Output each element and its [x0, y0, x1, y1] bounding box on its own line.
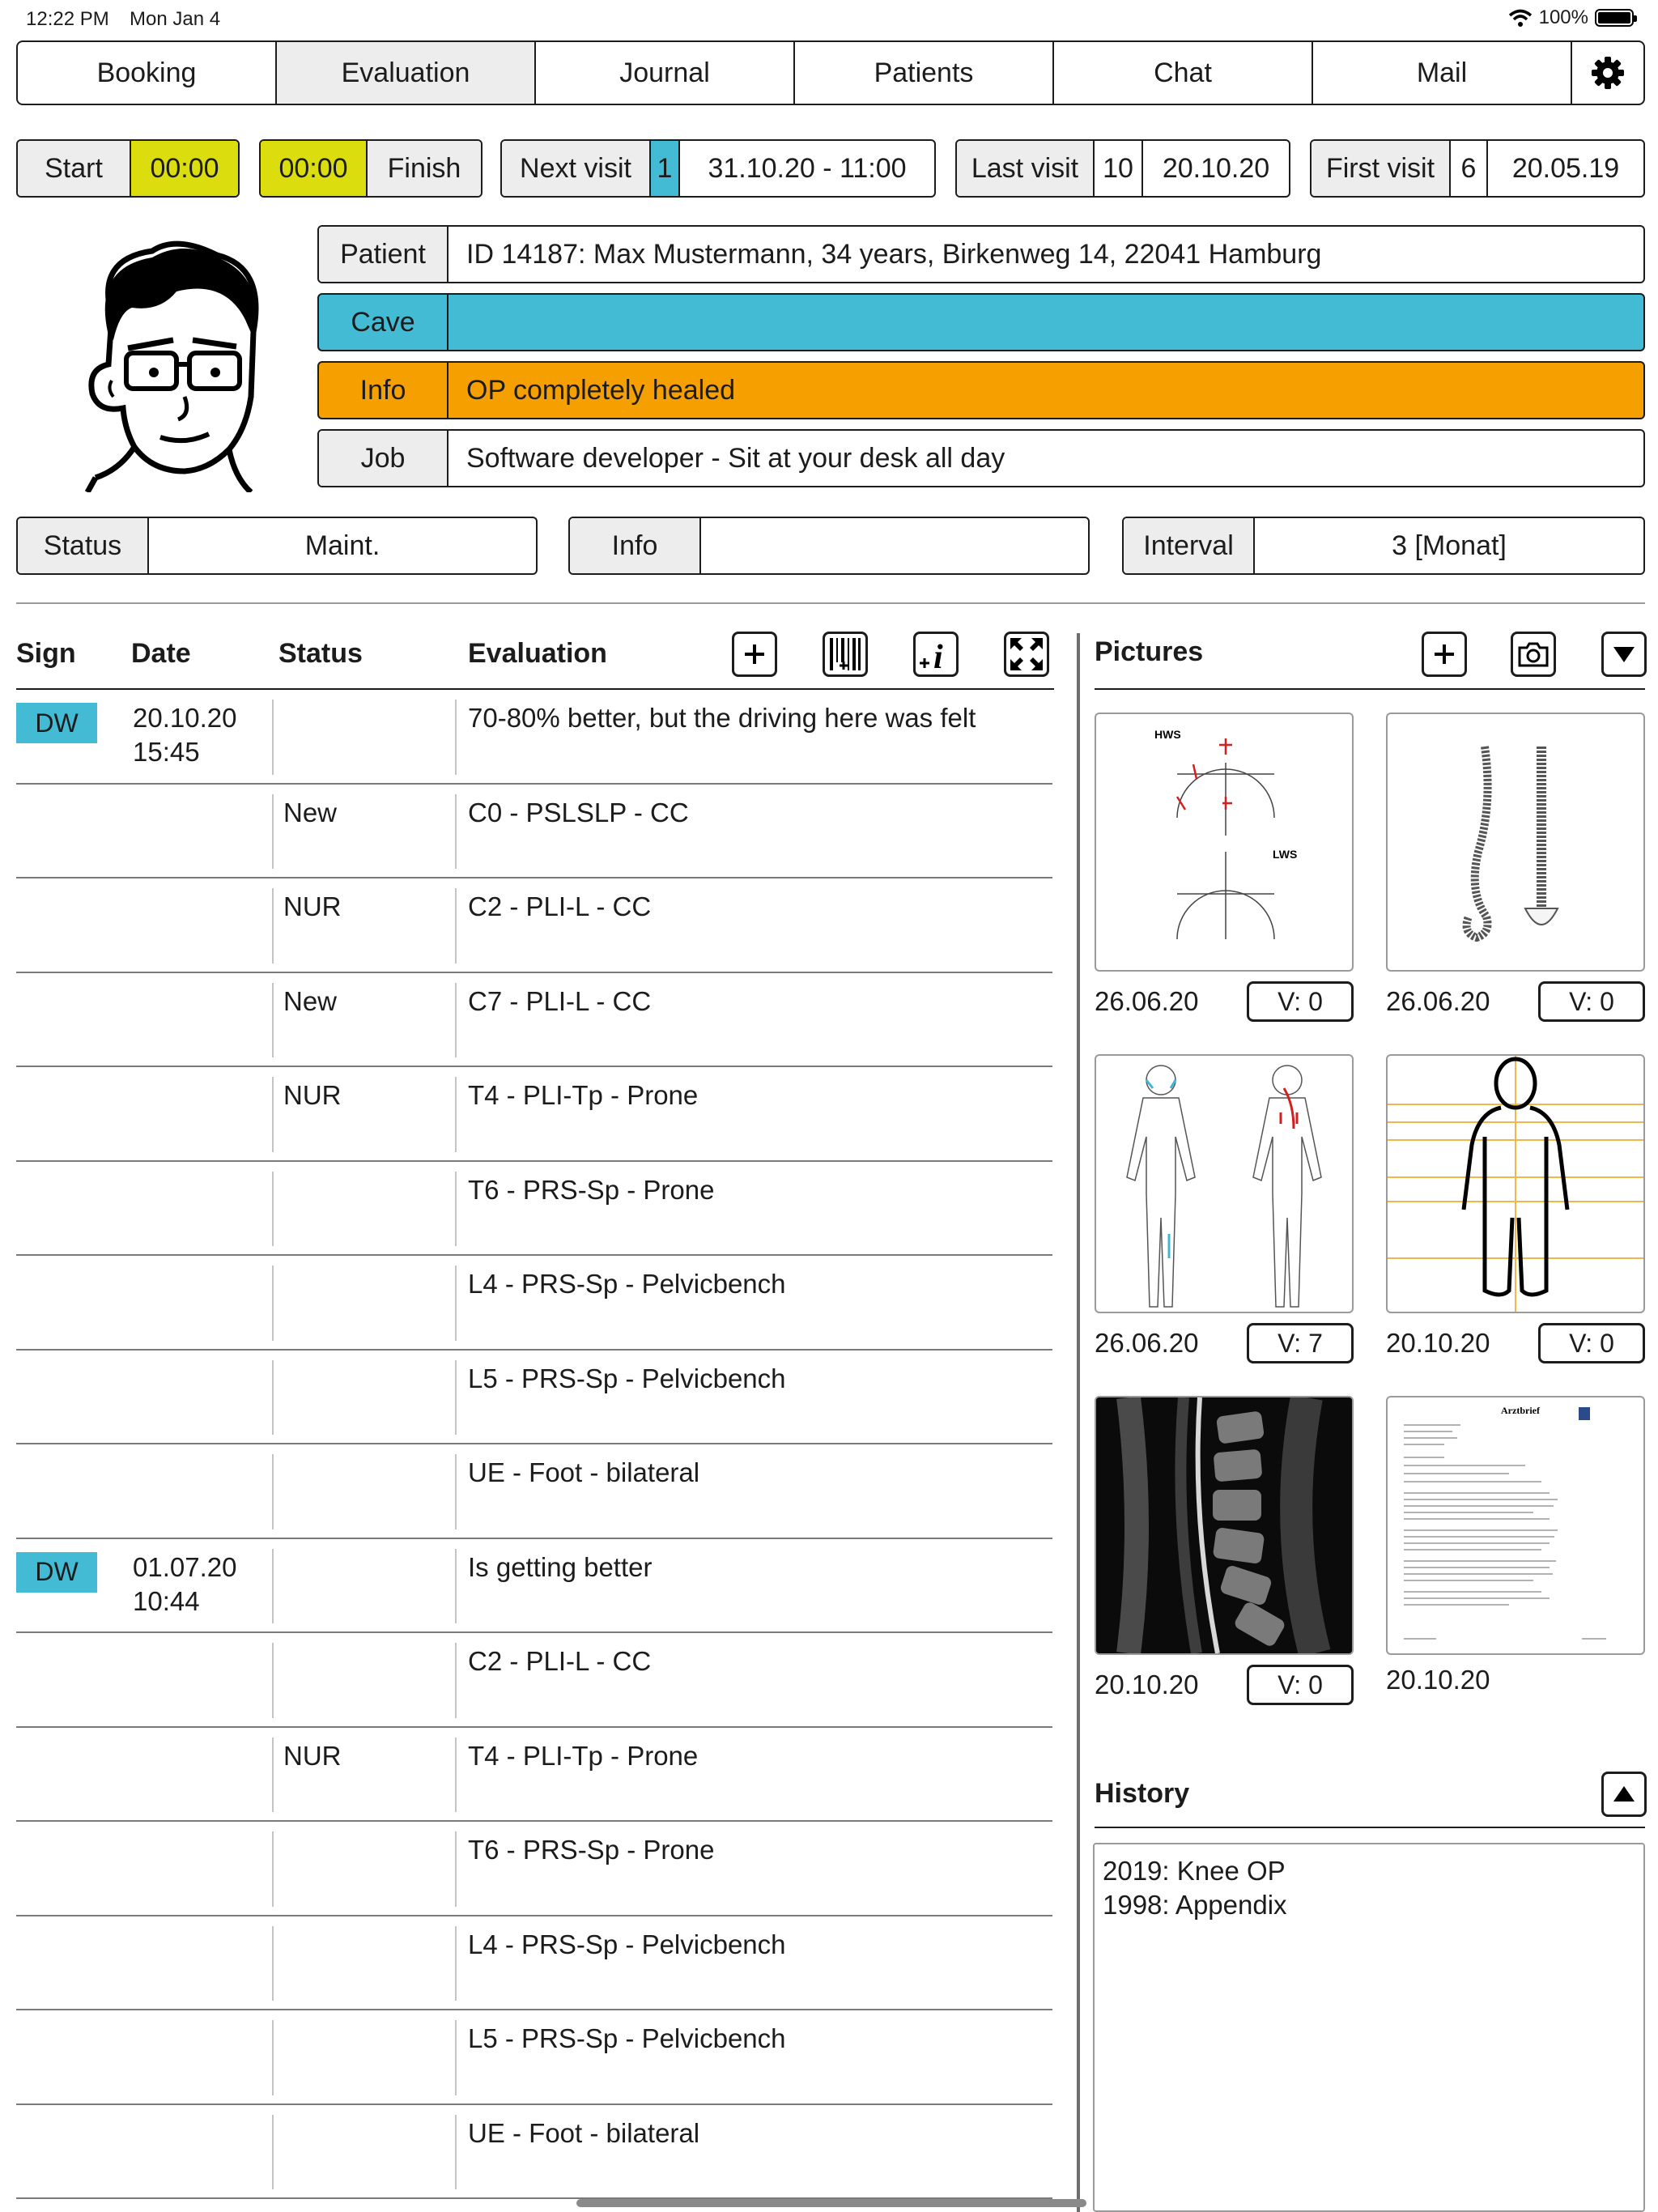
pictures-header-rule — [1095, 688, 1645, 690]
history-title: History — [1095, 1778, 1190, 1809]
clock: 12:22 PM — [26, 8, 109, 30]
row-separator — [272, 1360, 274, 1436]
views-button[interactable]: V: 0 — [1247, 1665, 1354, 1705]
row-separator — [272, 983, 274, 1058]
row-separator — [455, 888, 457, 963]
plus-icon — [742, 642, 767, 666]
last-visit-count: 10 — [1095, 141, 1143, 196]
expand-button[interactable] — [1004, 632, 1049, 677]
row-separator — [455, 1831, 457, 1907]
tab-evaluation[interactable]: Evaluation — [277, 42, 536, 104]
row-separator — [455, 1549, 457, 1624]
row-evaluation: C7 - PLI-L - CC — [468, 985, 652, 1016]
info-add-button[interactable] — [913, 632, 959, 677]
tab-mail[interactable]: Mail — [1313, 42, 1572, 104]
start-time: 00:00 — [131, 141, 238, 196]
status-value: Maint. — [304, 530, 380, 561]
row-evaluation: L5 - PRS-Sp - Pelvicbench — [468, 2023, 786, 2053]
col-date: Date — [131, 638, 191, 669]
picture-date: 26.06.20 — [1386, 986, 1490, 1016]
views-button[interactable]: V: 0 — [1538, 1323, 1645, 1363]
barcode-button[interactable] — [823, 632, 868, 677]
last-visit-value: 20.10.20 — [1162, 152, 1270, 184]
row-separator — [272, 1172, 274, 1247]
document-preview — [1388, 1397, 1643, 1653]
job-label: Job — [319, 431, 449, 486]
row-separator — [272, 888, 274, 963]
interval-field[interactable] — [1122, 517, 1645, 575]
history-header-rule — [1095, 1827, 1645, 1828]
row-separator — [455, 983, 457, 1058]
expand-icon — [1009, 636, 1044, 672]
picture-thumb-3[interactable] — [1095, 1054, 1354, 1313]
first-visit-label: First visit — [1312, 141, 1451, 196]
patient-label: Patient — [319, 227, 449, 282]
row-status: NUR — [283, 891, 342, 921]
row-divider — [16, 1820, 1052, 1822]
settings-button[interactable] — [1572, 42, 1643, 104]
row-separator — [272, 1077, 274, 1152]
row-evaluation: C2 - PLI-L - CC — [468, 891, 652, 921]
lws-label: LWS — [1273, 848, 1298, 861]
row-separator — [272, 1926, 274, 2001]
spine-joint-sketch — [1096, 714, 1352, 970]
picture-thumb-5[interactable] — [1095, 1396, 1354, 1655]
battery-percent: 100% — [1538, 6, 1588, 28]
row-evaluation: Is getting better — [468, 1551, 653, 1582]
triangle-up-icon — [1612, 1784, 1636, 1804]
row-date: 01.07.20 — [133, 1551, 237, 1582]
barcode-add-icon — [828, 636, 862, 672]
row-separator — [455, 700, 457, 775]
info-row[interactable] — [317, 361, 1645, 419]
picture-thumb-4[interactable] — [1386, 1054, 1645, 1313]
col-status: Status — [278, 638, 363, 669]
sign-badge[interactable]: DW — [16, 1552, 97, 1593]
interval-value: 3 [Monat] — [1392, 530, 1507, 561]
camera-button[interactable] — [1511, 632, 1556, 677]
interval-label: Interval — [1124, 518, 1255, 573]
views-button[interactable]: V: 0 — [1247, 981, 1354, 1022]
row-evaluation: C0 - PSLSLP - CC — [468, 797, 689, 827]
views-button[interactable]: V: 7 — [1247, 1323, 1354, 1363]
add-picture-button[interactable] — [1422, 632, 1467, 677]
row-separator — [272, 2020, 274, 2095]
table-header-rule — [16, 688, 1054, 690]
plus-icon — [1432, 642, 1456, 666]
col-evaluation: Evaluation — [468, 638, 607, 669]
row-separator — [455, 1643, 457, 1718]
row-separator — [455, 1172, 457, 1247]
wifi-icon — [1508, 8, 1533, 28]
meta-info-label: Info — [570, 518, 701, 573]
picture-thumb-2[interactable] — [1386, 713, 1645, 972]
avatar[interactable] — [63, 235, 274, 492]
row-evaluation: T6 - PRS-Sp - Prone — [468, 1174, 715, 1205]
row-divider — [16, 1349, 1052, 1351]
history-entry: 1998: Appendix — [1103, 1890, 1287, 1920]
camera-icon — [1517, 640, 1550, 668]
row-date: 20.10.20 — [133, 703, 237, 733]
tab-chat[interactable]: Chat — [1054, 42, 1313, 104]
row-divider — [16, 1631, 1052, 1633]
hws-label: HWS — [1154, 728, 1181, 741]
info-value: OP completely healed — [466, 374, 736, 406]
row-evaluation: L4 - PRS-Sp - Pelvicbench — [468, 1269, 786, 1299]
row-divider — [16, 1915, 1052, 1916]
row-separator — [455, 1077, 457, 1152]
first-visit-count: 6 — [1451, 141, 1488, 196]
row-evaluation: UE - Foot - bilateral — [468, 2117, 700, 2148]
row-evaluation: T4 - PLI-Tp - Prone — [468, 1740, 699, 1771]
history-list[interactable] — [1093, 1843, 1645, 2212]
row-divider — [16, 2009, 1052, 2010]
pictures-title: Pictures — [1095, 636, 1204, 667]
finish-timer[interactable] — [259, 139, 483, 198]
add-evaluation-button[interactable] — [732, 632, 777, 677]
row-status: NUR — [283, 1740, 342, 1771]
row-divider — [16, 783, 1052, 785]
next-visit-value: 31.10.20 - 11:00 — [708, 152, 907, 184]
row-evaluation: L4 - PRS-Sp - Pelvicbench — [468, 1929, 786, 1959]
body-chart-sketch — [1096, 1056, 1352, 1312]
row-evaluation: L5 - PRS-Sp - Pelvicbench — [468, 1363, 786, 1393]
row-separator — [455, 1266, 457, 1341]
row-status: New — [283, 985, 338, 1016]
meta-info-value — [701, 518, 1088, 573]
picture-date: 26.06.20 — [1095, 1328, 1199, 1358]
row-separator — [455, 2115, 457, 2190]
picture-date: 26.06.20 — [1095, 986, 1199, 1016]
picture-thumb-1[interactable] — [1095, 713, 1354, 972]
row-separator — [272, 700, 274, 775]
row-separator — [272, 794, 274, 870]
job-row[interactable] — [317, 429, 1645, 487]
row-evaluation: T4 - PLI-Tp - Prone — [468, 1080, 699, 1110]
pane-divider — [1077, 633, 1080, 2212]
cave-label: Cave — [319, 295, 449, 350]
job-value: Software developer - Sit at your desk all day — [466, 442, 1005, 474]
next-visit-count: 1 — [651, 141, 680, 196]
last-visit-field[interactable] — [955, 139, 1290, 198]
views-button[interactable]: V: 0 — [1538, 981, 1645, 1022]
row-separator — [455, 1926, 457, 2001]
gear-icon — [1591, 56, 1625, 90]
row-status: New — [283, 797, 338, 827]
status-field[interactable] — [16, 517, 538, 575]
date: Mon Jan 4 — [130, 8, 221, 30]
patient-row[interactable] — [317, 225, 1645, 283]
col-sign: Sign — [16, 638, 76, 669]
cave-row[interactable] — [317, 293, 1645, 351]
picture-date: 20.10.20 — [1386, 1665, 1490, 1695]
document-title: Arztbrief — [1501, 1405, 1540, 1416]
row-evaluation: T6 - PRS-Sp - Prone — [468, 1835, 715, 1865]
tab-patients[interactable]: Patients — [795, 42, 1054, 104]
row-divider — [16, 1160, 1052, 1162]
next-visit-label: Next visit — [502, 141, 651, 196]
sign-badge[interactable]: DW — [16, 703, 97, 743]
next-visit-field[interactable] — [500, 139, 936, 198]
cave-value — [449, 295, 1643, 350]
row-evaluation: UE - Foot - bilateral — [468, 1457, 700, 1487]
triangle-down-icon — [1612, 644, 1636, 664]
history-collapse-button[interactable] — [1601, 1772, 1647, 1817]
picture-date: 20.10.20 — [1386, 1328, 1490, 1358]
status-label: Status — [18, 518, 149, 573]
start-timer[interactable] — [16, 139, 240, 198]
horizontal-scroll-indicator[interactable] — [576, 2199, 1086, 2207]
posture-grid-sketch — [1388, 1056, 1643, 1312]
first-visit-value: 20.05.19 — [1511, 152, 1620, 184]
row-divider — [16, 972, 1052, 973]
row-divider — [16, 877, 1052, 878]
info-label: Info — [319, 363, 449, 418]
status-bar — [0, 0, 1658, 39]
picture-thumb-6[interactable] — [1386, 1396, 1645, 1655]
row-evaluation: C2 - PLI-L - CC — [468, 1646, 652, 1676]
row-divider — [16, 1066, 1052, 1067]
row-divider — [16, 1254, 1052, 1256]
history-entry: 2019: Knee OP — [1103, 1856, 1286, 1886]
row-separator — [272, 1643, 274, 1718]
row-separator — [455, 1360, 457, 1436]
row-divider — [16, 2104, 1052, 2105]
finish-time: 00:00 — [261, 141, 368, 196]
row-evaluation: 70-80% better, but the driving here was felt — [468, 703, 976, 733]
mri-image — [1096, 1397, 1352, 1653]
row-separator — [455, 794, 457, 870]
row-separator — [272, 1266, 274, 1341]
first-visit-field[interactable] — [1310, 139, 1645, 198]
row-divider — [16, 1443, 1052, 1444]
row-separator — [455, 1738, 457, 1813]
patient-value: ID 14187: Max Mustermann, 34 years, Birkenweg 14, 22041 Hamburg — [466, 238, 1322, 270]
pictures-collapse-button[interactable] — [1601, 632, 1647, 677]
status-right — [1508, 6, 1634, 29]
svg-text:i: i — [933, 639, 943, 673]
row-separator — [272, 2115, 274, 2190]
spine-sketch — [1388, 714, 1643, 970]
row-separator — [272, 1454, 274, 1529]
row-separator — [272, 1738, 274, 1813]
row-divider — [16, 1538, 1052, 1539]
row-separator — [455, 1454, 457, 1529]
row-separator — [455, 2020, 457, 2095]
meta-info-field[interactable] — [568, 517, 1090, 575]
row-separator — [272, 1831, 274, 1907]
row-status: NUR — [283, 1080, 342, 1110]
tab-journal[interactable]: Journal — [536, 42, 795, 104]
finish-label[interactable]: Finish — [368, 141, 481, 196]
tab-booking[interactable]: Booking — [18, 42, 277, 104]
row-divider — [16, 1726, 1052, 1728]
section-divider — [16, 602, 1645, 604]
start-label[interactable]: Start — [18, 141, 131, 196]
info-add-icon — [917, 636, 954, 673]
last-visit-label: Last visit — [957, 141, 1095, 196]
row-time: 15:45 — [133, 737, 200, 767]
battery-icon — [1595, 9, 1634, 27]
main-nav — [16, 40, 1645, 105]
row-separator — [272, 1549, 274, 1624]
picture-date: 20.10.20 — [1095, 1670, 1199, 1699]
row-time: 10:44 — [133, 1585, 200, 1616]
